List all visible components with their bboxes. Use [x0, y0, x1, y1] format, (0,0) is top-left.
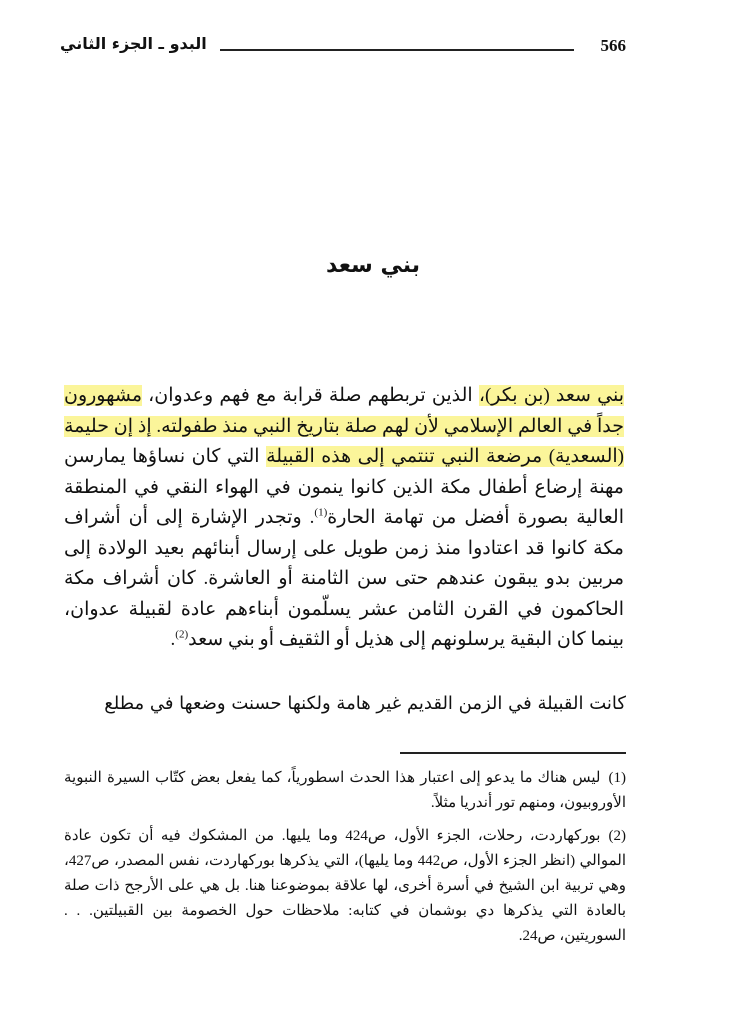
footnote-2	[64, 824, 626, 949]
footnote-reference[interactable]: (2)	[175, 628, 189, 641]
footnote-rule	[400, 752, 626, 754]
chapter-title: بني سعد	[326, 253, 420, 278]
paragraph-text: التي كان نساؤها يمارسن مهنة إرضاع أطفال مكة الذين كانوا ينمون في الهواء النقي في المنطقة العالية بصورة أفضل من تهامة الحارة	[64, 446, 625, 528]
header-rule	[220, 49, 574, 51]
main-paragraph	[64, 381, 624, 656]
footnote-text: ليس هناك ما يدعو إلى اعتبار هذا الحدث اسطورياً، كما يفعل بعض كتّاب السيرة النبوية الأوروبيون، ومنهم تور أندريا مثلاً.	[64, 770, 626, 811]
footnote-text: بوركهاردت، رحلات، الجزء الأول، ص424 وما يليها. من المشكوك فيه أن تكون عادة الموالي (انظر الجزء الأول، ص442 وما يليها)، التي يذكرها بوركهاردت، نفس المصدر، ص427، وهي تربية ابن الشيخ في أسرة أخرى، لها علاقة بموضوعنا هنا. بل هي على الأرجح ذات صلة بالعادة التي يذكرها دي بوشمان في كتابه: ملاحظات حول الخصومة بين القبيلتين. . . السوريتين، ص24.	[64, 828, 626, 944]
footnote-marker: (2)	[608, 828, 626, 844]
running-title: البدو ـ الجزء الثاني	[60, 34, 207, 53]
paragraph-text: .	[170, 629, 176, 650]
footnote-1	[64, 766, 626, 816]
paragraph-text: . وتجدر الإشارة إلى أن أشراف مكة كانوا قد اعتادوا منذ زمن طويل على إرسال أبنائهم بعيد الولادة إلى مربين بدو يبقون عندهم حتى سن الثامنة أو العاشرة. كان أشراف مكة الحاكمون في القرن الثامن عشر يسلّمون أبناءهم عادة لقبيلة عدوان، بينما كان البقية يرسلونهم إلى هذيل أو الثقيف أو بني سعد	[64, 507, 624, 650]
paragraph-text: الذين تربطهم صلة قرابة مع فهم وعدوان،	[142, 385, 479, 406]
highlighted-text: مشهورون جداً في العالم الإسلامي لأن لهم صلة بتاريخ النبي منذ طفولته. إذ إن حليمة (السعدية) مرضعة النبي تنتمي إلى هذه القبيلة	[64, 385, 624, 467]
footnote-reference[interactable]: (1)	[314, 506, 328, 519]
page-header	[60, 32, 626, 62]
footnote-marker: (1)	[608, 770, 626, 786]
highlighted-text: بني سعد (بن بكر)،	[478, 385, 624, 406]
second-paragraph: كانت القبيلة في الزمن القديم غير هامة ولكنها حسنت وضعها في مطلع	[104, 693, 626, 714]
page-number: 566	[600, 36, 626, 55]
